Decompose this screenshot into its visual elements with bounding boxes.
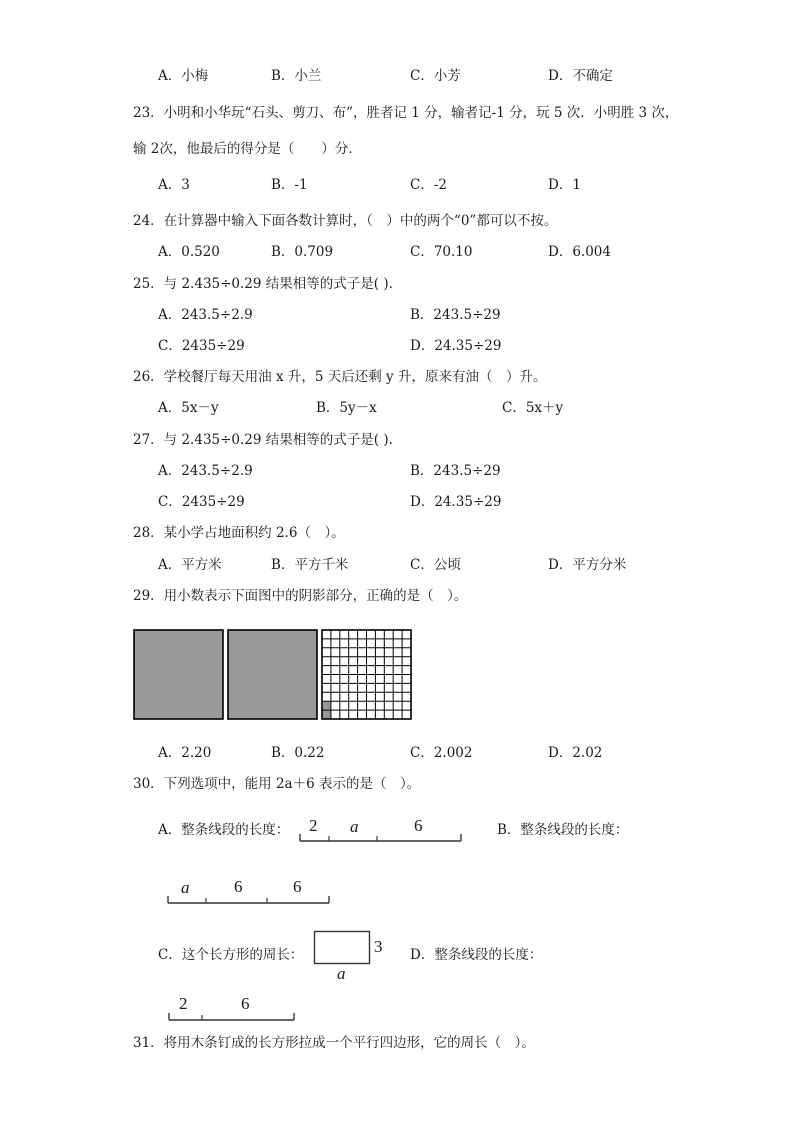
q29-stem: 29．用小数表示下面图中的阴影部分，正确的是（ ）。 (133, 588, 468, 604)
q25-option-a: A．243.5÷2.9 (158, 307, 253, 323)
q30-stem: 30．下列选项中，能用 2a＋6 表示的是（ ）。 (133, 776, 421, 792)
q22-option-a: A．小梅 (158, 68, 209, 84)
shaded-grid-cell (322, 701, 331, 710)
q28-stem: 28．某小学占地面积约 2.6（ ）。 (133, 525, 345, 541)
q30-d-seg-6: 6 (241, 994, 250, 1013)
shaded-square-2 (228, 630, 317, 719)
q29-option-a: A．2.20 (158, 745, 212, 761)
q28-option-a: A．平方米 (158, 557, 222, 573)
q24-option-c: C．70.10 (410, 244, 473, 260)
q23-option-d: D．1 (548, 177, 581, 193)
shaded-grid-cell (322, 710, 331, 719)
q23-option-c: C．-2 (410, 177, 447, 193)
q30-b-seg-6-second: 6 (293, 877, 302, 896)
q30-d-line-segment (167, 1011, 297, 1023)
q30-a-seg-6: 6 (414, 816, 423, 835)
q23-option-a: A．3 (158, 177, 190, 193)
q24-stem: 24．在计算器中输入下面各数计算时，（ ）中的两个“0”都可以不按。 (133, 213, 558, 229)
q22-option-c: C．小芳 (410, 68, 461, 84)
q26-option-b: B．5y－x (316, 400, 377, 416)
q30-option-d-label: D．整条线段的长度： (410, 947, 543, 963)
q27-stem: 27．与 2.435÷0.29 结果相等的式子是( ). (133, 432, 393, 448)
q25-option-d: D．24.35÷29 (410, 338, 502, 354)
q22-option-d: D．不确定 (548, 68, 613, 84)
hundred-grid-square (322, 630, 411, 719)
q27-option-d: D．24.35÷29 (410, 494, 502, 510)
q30-c-rectangle (313, 930, 373, 966)
q30-a-seg-2: 2 (309, 816, 318, 835)
q28-option-b: B．平方千米 (271, 557, 349, 573)
q30-c-side-3: 3 (374, 937, 383, 956)
q25-stem: 25．与 2.435÷0.29 结果相等的式子是( ). (133, 276, 393, 292)
q28-option-c: C．公顷 (410, 557, 461, 573)
q30-option-b-label: B．整条线段的长度： (497, 822, 629, 838)
q29-option-d: D．2.02 (548, 745, 603, 761)
q29-option-c: C．2.002 (410, 745, 473, 761)
q26-option-a: A．5x－y (158, 400, 219, 416)
q24-option-a: A．0.520 (158, 244, 220, 260)
q30-b-seg-a: a (181, 878, 190, 897)
q27-option-b: B．243.5÷29 (410, 463, 501, 479)
q29-figure (133, 629, 413, 721)
q27-option-c: C．2435÷29 (158, 494, 245, 510)
q23-stem-line2: 输 2次，他最后的得分是（ ）分． (133, 141, 362, 157)
q30-a-line-segment (298, 833, 464, 843)
q30-b-line-segment (166, 894, 332, 906)
q30-b-seg-6-first: 6 (234, 877, 243, 896)
q27-option-a: A．243.5÷2.9 (158, 463, 253, 479)
q23-option-b: B．-1 (271, 177, 308, 193)
q24-option-d: D．6.004 (548, 244, 611, 260)
q30-d-seg-2: 2 (179, 994, 188, 1013)
q22-option-b: B．小兰 (271, 68, 322, 84)
shaded-square-1 (134, 630, 223, 719)
q29-option-b: B．0.22 (271, 745, 325, 761)
q25-option-b: B．243.5÷29 (410, 307, 501, 323)
q30-c-bottom-a: a (337, 964, 346, 983)
q30-option-c-label: C．这个长方形的周长： (158, 947, 304, 963)
q26-stem: 26．学校餐厅每天用油 x 升，5 天后还剩 y 升，原来有油（ ）升。 (133, 369, 547, 385)
q31-stem: 31．将用木条钉成的长方形拉成一个平行四边形，它的周长（ ）。 (133, 1035, 535, 1051)
q25-option-c: C．2435÷29 (158, 338, 245, 354)
q24-option-b: B．0.709 (271, 244, 334, 260)
q30-option-a-label: A．整条线段的长度： (158, 822, 290, 838)
q28-option-d: D．平方分米 (548, 557, 627, 573)
q23-stem-line1: 23．小明和小华玩“石头、剪刀、布”，胜者记 1 分，输者记-1 分，玩 5 次．小明胜 3 次， (133, 105, 679, 121)
q30-a-seg-a: a (350, 817, 359, 836)
q26-option-c: C．5x＋y (502, 400, 564, 416)
